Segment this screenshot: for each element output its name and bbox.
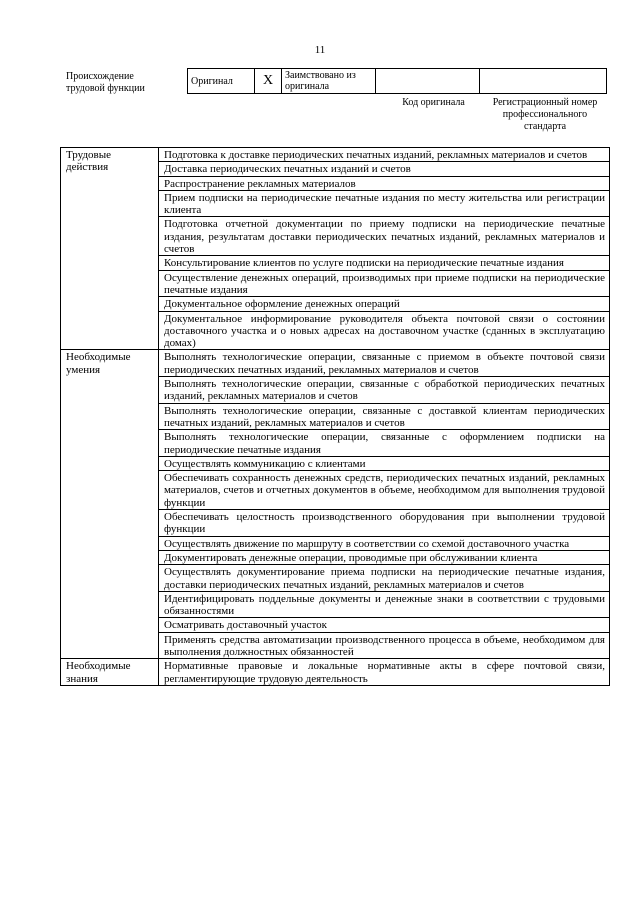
section-title-required-knowledge — [61, 659, 159, 686]
origin-table — [187, 68, 607, 94]
labor-function-table — [60, 147, 610, 686]
section-item: Осуществление денежных операций, производимых при приеме подписки на периодические печатные издания — [159, 270, 610, 297]
reg-caption-line3: стандарта — [523, 121, 567, 132]
section-item: Документировать денежные операции, проводимые при обслуживании клиента — [159, 550, 610, 564]
section-item: Консультирование клиентов по услуге подписки на периодические печатные издания — [159, 256, 610, 270]
section-title-line1: Трудовые — [66, 149, 112, 161]
section-title-line1: Необходимые — [66, 660, 131, 673]
section-item: Нормативные правовые и локальные нормативные акты в сфере почтовой связи, регламентирующие трудовую деятельность — [159, 659, 610, 686]
section-item: Применять средства автоматизации производственного процесса в объеме, необходимом для выполнения должностных обязанностей — [159, 632, 610, 659]
original-cell: Оригинал — [188, 69, 255, 94]
section-title-line2: умения — [66, 363, 101, 376]
section-item: Выполнять технологические операции, связанные с доставкой клиентам периодических печатных изданий, рекламных материалов и счетов — [159, 403, 610, 430]
original-mark: X — [255, 69, 282, 94]
section-item: Прием подписки на периодические печатные издания по месту жительства или регистрации клиента — [159, 190, 610, 217]
origin-label-line1: Происхождение — [66, 71, 134, 82]
origin-label — [66, 71, 145, 95]
table-row — [61, 148, 610, 162]
section-item: Обеспечивать сохранность денежных средств, периодических печатных изданий, рекламных материалов, счетов и отчетных документов в объеме, необходимом для выполнения трудовой функции — [159, 471, 610, 510]
borrowed-line1: Заимствовано из — [285, 70, 356, 81]
section-title-labor-actions — [61, 148, 159, 350]
section-item: Осуществлять документирование приема подписки на периодические печатные издания, доставки периодических печатных изданий, рекламных материалов и счетов — [159, 565, 610, 592]
section-item: Документальное информирование руководителя объекта почтовой связи о состоянии доставочного участка и о новых адресах на доставочном участке (сданных в эксплуатацию домах) — [159, 311, 610, 350]
labor-function-table-body — [61, 148, 610, 686]
borrowed-line2: оригинала — [285, 81, 330, 92]
section-item: Осуществлять движение по маршруту в соответствии со схемой доставочного участка — [159, 536, 610, 550]
origin-label-line2: трудовой функции — [66, 83, 145, 94]
section-title-required-skills — [61, 350, 159, 659]
section-item: Подготовка к доставке периодических печатных изданий, рекламных материалов и счетов — [159, 148, 610, 162]
reg-caption-line2: профессионального — [502, 109, 588, 120]
borrowed-cell — [282, 69, 376, 94]
page-number: 11 — [314, 44, 326, 56]
section-item: Доставка периодических печатных изданий и счетов — [159, 162, 610, 176]
section-title-line2: знания — [66, 672, 98, 685]
code-original-cell — [376, 69, 480, 94]
section-item: Идентифицировать поддельные документы и денежные знаки в соответствии с трудовыми обязанностями — [159, 591, 610, 618]
section-title-line1: Необходимые — [66, 351, 131, 364]
section-item: Выполнять технологические операции, связанные с обработкой периодических печатных изданий, рекламных материалов и счетов — [159, 377, 610, 404]
section-item: Выполнять технологические операции, связанные с оформлением подписки на периодические печатные издания — [159, 430, 610, 457]
section-title-line2: действия — [66, 161, 109, 174]
section-item: Подготовка отчетной документации по приему подписки на периодические печатные издания, результатам доставки периодических печатных изданий, рекламных материалов и счетов — [159, 217, 610, 256]
table-row — [61, 659, 610, 686]
section-item: Документальное оформление денежных операций — [159, 297, 610, 311]
reg-caption-line1: Регистрационный номер — [492, 97, 598, 108]
code-original-caption: Код оригинала — [402, 97, 465, 108]
registration-number-caption — [484, 97, 606, 133]
section-item: Осматривать доставочный участок — [159, 618, 610, 632]
section-item: Выполнять технологические операции, связанные с приемом в объекте почтовой связи периодических печатных изданий, рекламных материалов и счетов — [159, 350, 610, 377]
section-item: Распространение рекламных материалов — [159, 176, 610, 190]
section-item: Осуществлять коммуникацию с клиентами — [159, 456, 610, 470]
section-item: Обеспечивать целостность производственного оборудования при выполнении трудовой функции — [159, 510, 610, 537]
registration-number-cell — [480, 69, 607, 94]
table-row — [61, 350, 610, 377]
